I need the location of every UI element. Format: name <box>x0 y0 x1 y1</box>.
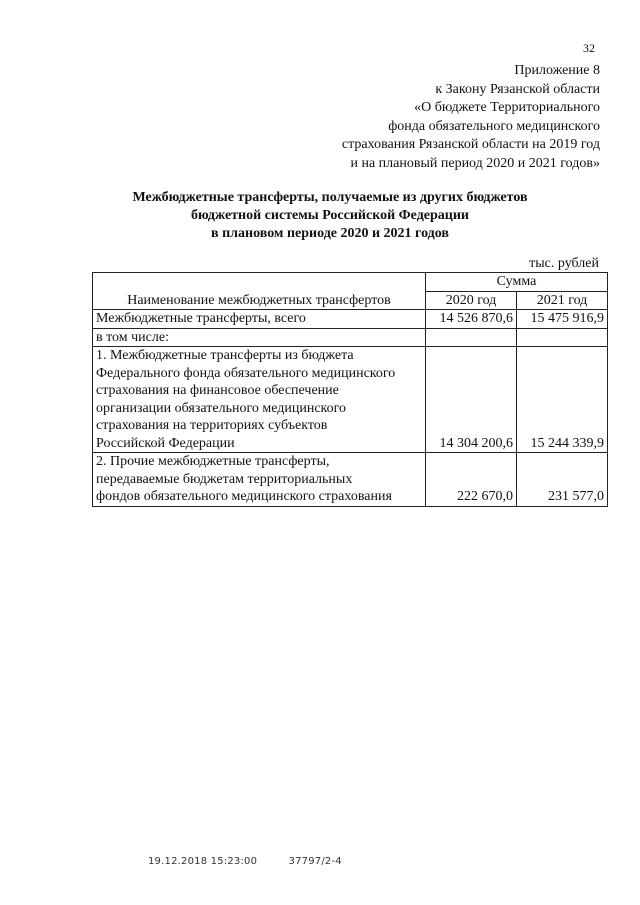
row-name-line: Федерального фонда обязательного медицинского <box>96 365 396 381</box>
value-2020: 222 670,0 <box>426 453 517 507</box>
appendix-line: и на плановый период 2020 и 2021 годов» <box>350 155 600 171</box>
title-line: бюджетной системы Российской Федерации <box>191 208 469 223</box>
row-name <box>93 310 426 329</box>
table-row <box>93 453 608 507</box>
row-name <box>93 453 426 507</box>
value-2021: 231 577,0 <box>517 453 608 507</box>
title-line: Межбюджетные трансферты, получаемые из других бюджетов <box>132 190 528 205</box>
row-name-line: Российской Федерации <box>96 435 235 451</box>
appendix-line: фонда обязательного медицинского <box>388 118 600 134</box>
header-name: Наименование межбюджетных трансфертов <box>93 273 426 310</box>
row-name-line: фондов обязательного медицинского страхования <box>96 489 392 504</box>
row-name-line: в том числе: <box>96 329 169 345</box>
row-name-line: Межбюджетные трансферты, всего <box>96 311 306 326</box>
units-label: тыс. рублей <box>529 256 599 271</box>
footer-date: 19.12.2018 15:23:00 <box>148 856 258 867</box>
title-line: в плановом периоде 2020 и 2021 годов <box>211 226 449 241</box>
document-title <box>80 189 580 243</box>
table-header-row <box>93 273 608 292</box>
row-name-line: 1. Межбюджетные трансферты из бюджета <box>96 348 354 363</box>
appendix-line: страхования Рязанской области на 2019 год <box>341 137 600 152</box>
value-2021: 15 244 339,9 <box>517 347 608 453</box>
value-2020 <box>426 328 517 347</box>
appendix-header <box>260 62 600 173</box>
table-row <box>93 310 608 329</box>
table-row <box>93 328 608 347</box>
header-sum: Сумма <box>426 273 608 292</box>
row-name-line: страхования на территориях субъектов <box>96 418 328 433</box>
page-number: 32 <box>583 41 595 55</box>
value-2020: 14 526 870,6 <box>426 310 517 329</box>
row-name <box>93 347 426 453</box>
appendix-line: Приложение 8 <box>514 63 600 78</box>
value-2020: 14 304 200,6 <box>426 347 517 453</box>
footer-stamp <box>148 856 342 867</box>
appendix-line: «О бюджете Территориального <box>414 100 600 115</box>
header-year-2021: 2021 год <box>517 291 608 310</box>
value-2021 <box>517 328 608 347</box>
row-name <box>93 328 426 347</box>
row-name-line: организации обязательного медицинского <box>96 400 347 416</box>
value-2021: 15 475 916,9 <box>517 310 608 329</box>
table-row <box>93 347 608 453</box>
transfers-table <box>92 272 608 507</box>
row-name-line: передаваемые бюджетам территориальных <box>96 471 353 487</box>
appendix-line: к Закону Рязанской области <box>435 81 600 97</box>
row-name-line: 2. Прочие межбюджетные трансферты, <box>96 454 330 469</box>
row-name-line: страхования на финансовое обеспечение <box>96 383 339 398</box>
header-year-2020: 2020 год <box>426 291 517 310</box>
footer-code: 37797/2-4 <box>288 856 342 867</box>
